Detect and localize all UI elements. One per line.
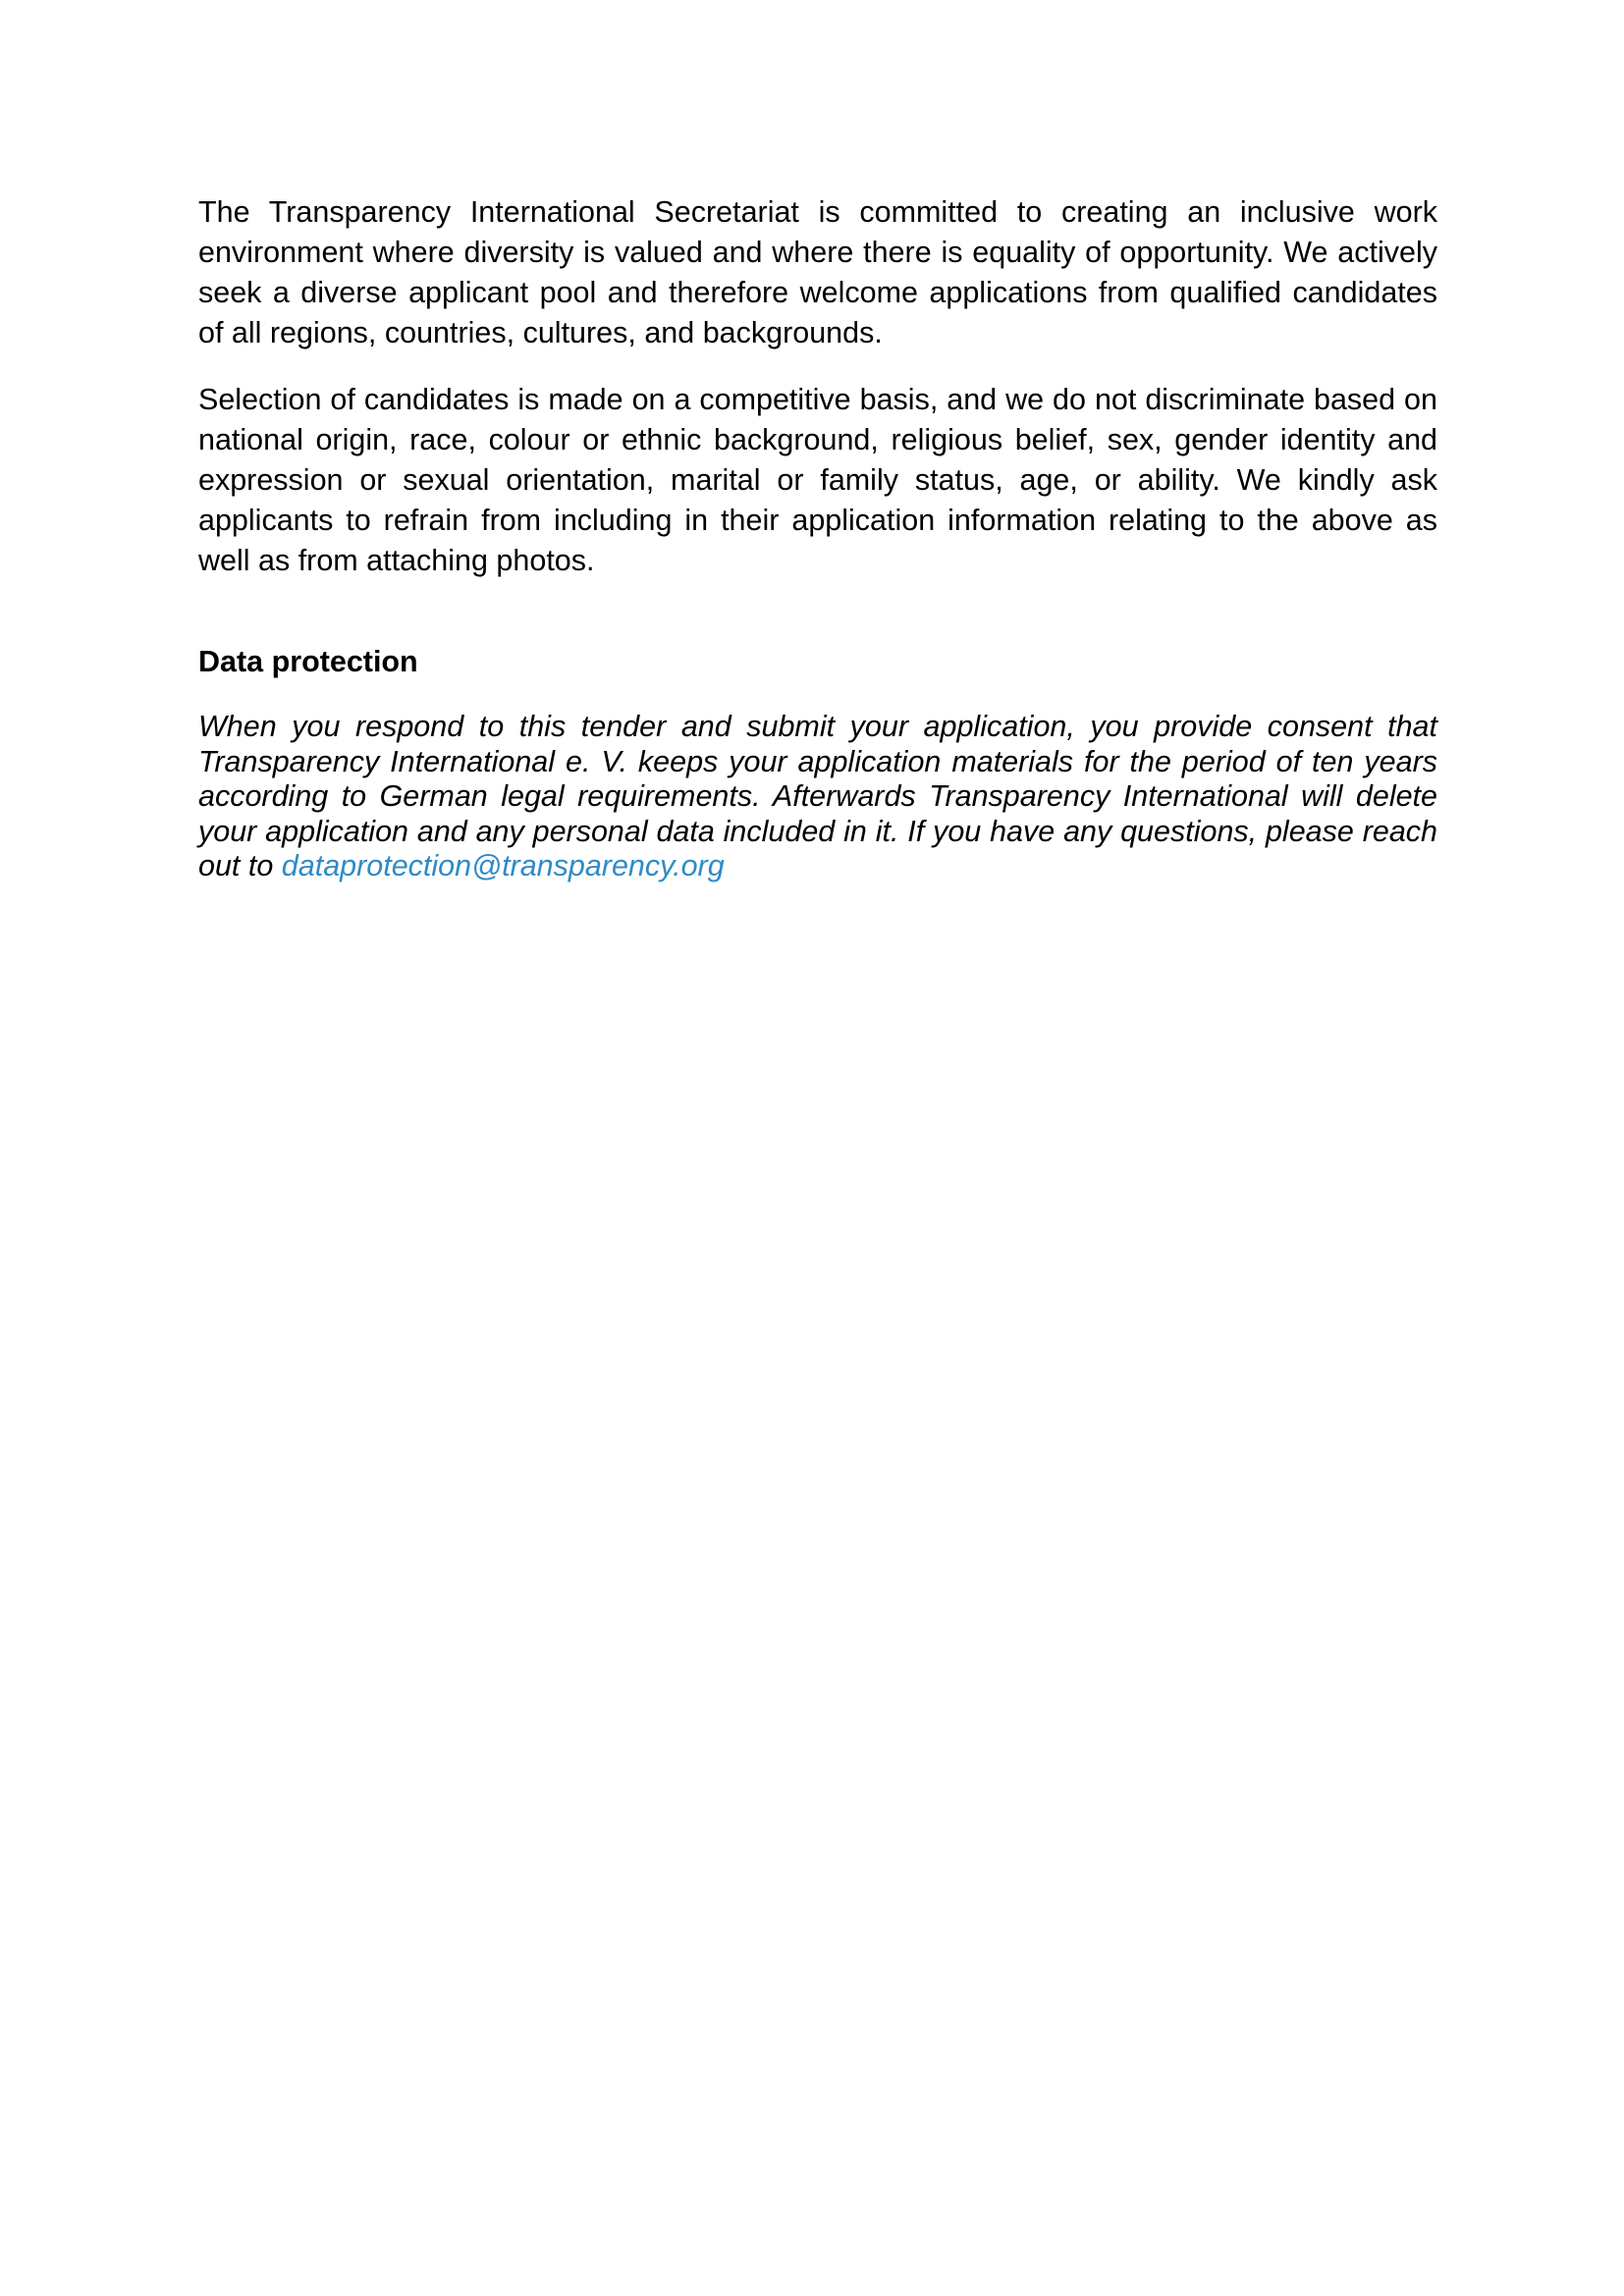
document-body xyxy=(198,192,1437,884)
non-discrimination-paragraph: Selection of candidates is made on a competitive basis, and we do not discriminate based on national origin, race, colour or ethnic background, religious belief, sex, gender identity and expression or sexual orientation, marital or family status, age, or ability. We kindly ask applicants to refrain from including in their application information relating to the above as well as from attaching photos. xyxy=(198,383,1437,577)
inclusion-paragraph: The Transparency International Secretariat is committed to creating an inclusive work environment where diversity is valued and where there is equality of opportunity. We actively seek a diverse applicant pool and therefore welcome applications from qualified candidates of all regions, countries, cultures, and backgrounds. xyxy=(198,195,1437,349)
data-protection-email-link[interactable]: dataprotection@transparency.org xyxy=(281,849,725,882)
data-protection-text: When you respond to this tender and submit your application, you provide consent that Transparency International e. V. keeps your application materials for the period of ten years according to German legal requirements. Afterwards Transparency International will delete your application and any personal data included in it. If you have any questions, please reach out to xyxy=(198,710,1437,882)
data-protection-paragraph xyxy=(198,710,1437,884)
data-protection-heading: Data protection xyxy=(198,645,418,678)
